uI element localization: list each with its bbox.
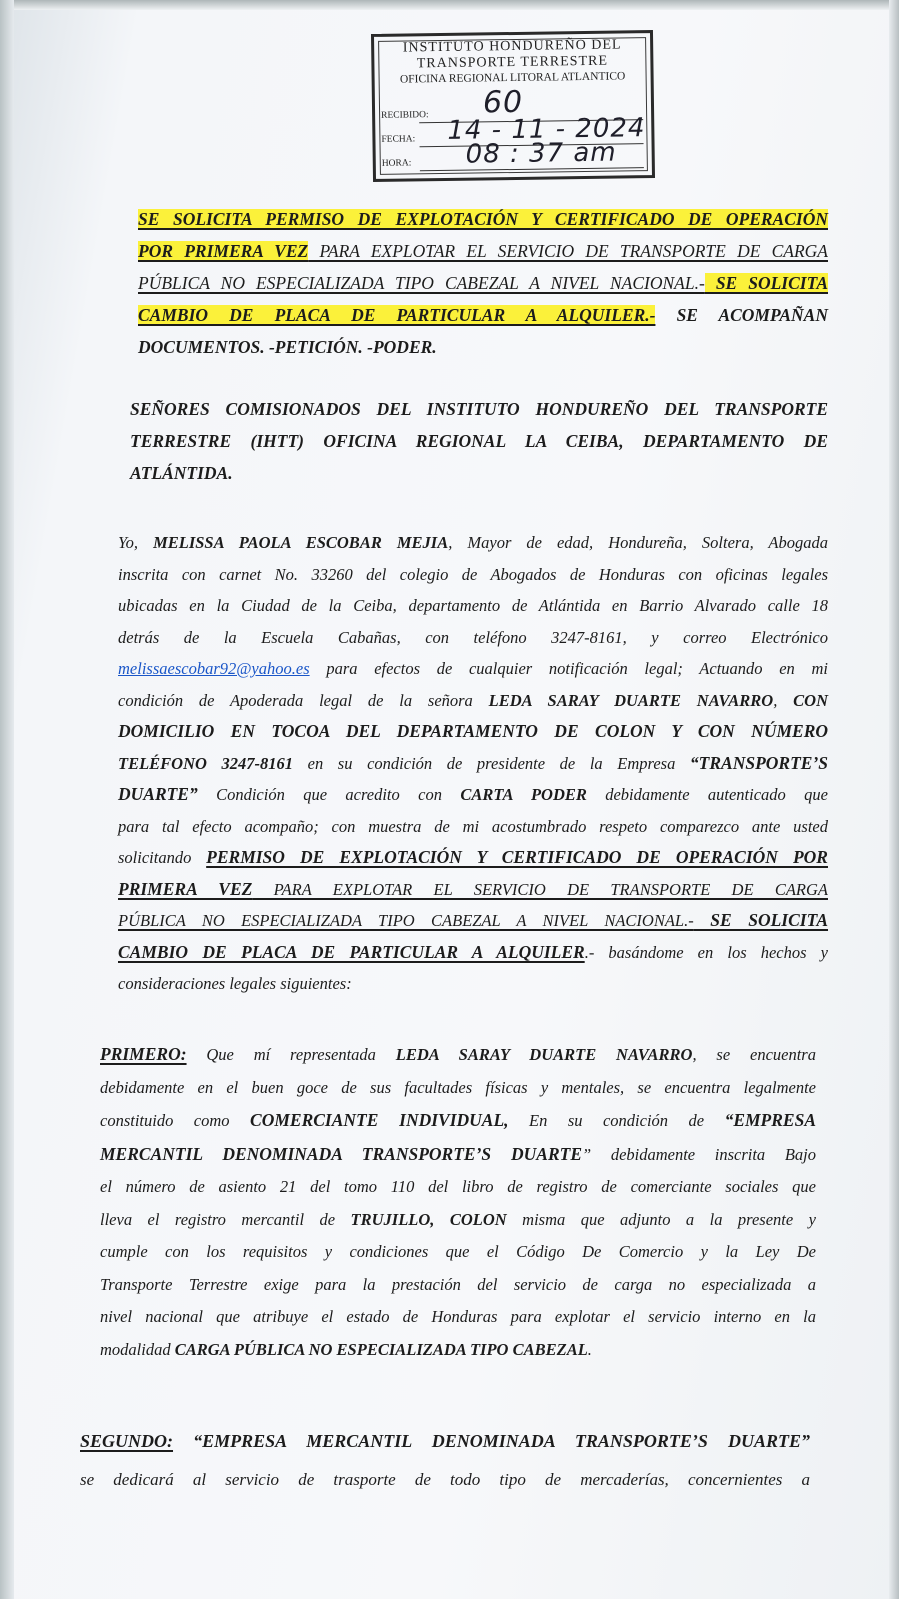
primero-f3: misma que adjunto a la presente y [506, 1209, 817, 1229]
intro-h2: en su condición de presidente de la Empresa [293, 753, 690, 773]
intro-name: MELISSA PAOLA ESCOBAR MEJIA [153, 533, 449, 552]
intro-l1: PRIMERA VEZ [118, 878, 253, 899]
email-link[interactable]: melissaescobar92@yahoo.es [118, 659, 310, 678]
stamp-fecha-value: 14 - 11 - 2024 [447, 113, 646, 146]
addressee-line-3: ATLÁNTIDA. [130, 463, 233, 483]
primero-f2: TRUJILLO, COLON [350, 1209, 507, 1229]
paper-shadow-top [0, 0, 899, 10]
segundo-paragraph [80, 1422, 810, 1499]
intro-l2: PARA EXPLOTAR EL SERVICIO DE TRANSPORTE DE CARGA [252, 879, 828, 899]
primero-c4: “EMPRESA [724, 1110, 817, 1130]
primero-d1: MERCANTIL DENOMINADA TRANSPORTE’S DUARTE [100, 1143, 583, 1164]
primero-f1: lleva el registro mercantil de [100, 1209, 351, 1229]
primero-c2: COMERCIANTE INDIVIDUAL, [250, 1110, 509, 1130]
primero-h: Transporte Terrestre exige para la prestación del servicio de carga no especializada a [100, 1274, 816, 1294]
primero-c3: En su condición de [508, 1111, 725, 1130]
stamp-line-3: OFICINA REGIONAL LITORAL ATLANTICO [399, 70, 626, 86]
intro-i1: DUARTE” [118, 784, 198, 804]
heading-text-7: SE ACOMPAÑAN [655, 305, 828, 325]
intro-m1: PÚBLICA NO ESPECIALIZADA TIPO CABEZAL A NIVEL NACIONAL.- [118, 911, 694, 930]
intro-h1: TELÉFONO 3247-8161 [118, 753, 294, 773]
primero-a2: Que mí representada [186, 1045, 396, 1064]
segundo-label: SEGUNDO: [80, 1431, 174, 1451]
intro-n1: CAMBIO DE PLACA DE PARTICULAR A ALQUILER [118, 941, 585, 962]
paper-shadow-left [0, 0, 14, 1599]
intro-a3: , Mayor de edad, Hondureña, Soltera, Abogada [448, 533, 829, 552]
intro-f4: CON [793, 690, 829, 710]
stamp-recibido-value: 60 [482, 84, 524, 121]
intro-n2: .- basándome en los hechos y [584, 942, 828, 962]
intro-i3: CARTA PODER [460, 785, 587, 804]
intro-j: para tal efecto acompaño; con muestra de mi acostumbrado respeto comparezco ante usted [118, 816, 828, 836]
primero-e: el número de asiento 21 del tomo 110 del libro de registro de comerciante sociales que [100, 1177, 816, 1196]
intro-k1: solicitando [118, 848, 207, 867]
intro-b: inscrita con carnet No. 33260 del colegio de Abogados de Honduras con oficinas legales [118, 564, 828, 584]
heading-text-4: PÚBLICA NO ESPECIALIZADA TIPO CABEZAL A NIVEL NACIONAL.- [138, 273, 705, 293]
intro-m2: SE SOLICITA [693, 910, 829, 930]
primero-a3: LEDA SARAY DUARTE NAVARRO [395, 1045, 693, 1064]
addressee [130, 393, 828, 489]
stamp-fecha-label: FECHA: [381, 134, 416, 145]
intro-g: DOMICILIO EN TOCOA DEL DEPARTAMENTO DE COLON Y CON NÚMERO [118, 721, 828, 741]
primero-j1: modalidad [100, 1339, 175, 1359]
primero-label: PRIMERO: [100, 1044, 187, 1064]
paper-shadow-right [889, 0, 899, 1599]
stamp-line-2: TRANSPORTE TERRESTRE [416, 53, 609, 72]
intro-f2: LEDA SARAY DUARTE NAVARRO [488, 690, 774, 710]
stamp-hora-label: HORA: [381, 158, 412, 169]
primero-j3: . [587, 1339, 592, 1359]
segundo-b: se dedicará al servicio de trasporte de todo tipo de mercaderías, concernientes a [80, 1470, 810, 1489]
stamp-line-1: INSTITUTO HONDUREÑO DEL [402, 37, 622, 56]
primero-g: cumple con los requisitos y condiciones que el Código De Comercio y la Ley De [100, 1242, 816, 1261]
heading-text-8: DOCUMENTOS. -PETICIÓN. -PODER. [138, 337, 437, 357]
intro-paragraph [118, 527, 828, 1000]
intro-h3: “TRANSPORTE’S [689, 752, 828, 773]
intro-c: ubicadas en la Ciudad de la Ceiba, departamento de Atlántida en Barrio Alvarado calle 18 [118, 596, 828, 615]
intro-i4: debidamente autenticado que [586, 785, 828, 804]
primero-a4: , se encuentra [692, 1045, 816, 1064]
intro-a1: Yo, [118, 533, 154, 552]
primero-paragraph [100, 1038, 816, 1366]
stamp-recibido-label: RECIBIDO: [381, 110, 429, 121]
intro-f1: condición de Apoderada legal de la señora [118, 690, 489, 710]
addressee-line-2: TERRESTRE (IHTT) OFICINA REGIONAL LA CEIBA, DEPARTAMENTO DE [130, 431, 828, 451]
primero-d2: ” debidamente inscrita Bajo [582, 1144, 816, 1164]
reception-stamp [371, 30, 655, 182]
primero-c1: constituido como [100, 1111, 251, 1130]
request-heading [138, 203, 828, 363]
intro-e2: para efectos de cualquier notificación legal; Actuando en mi [309, 659, 828, 678]
heading-highlight-5: SE SOLICITA [704, 273, 828, 293]
heading-text-3: PARA EXPLOTAR EL SERVICIO DE TRANSPORTE DE CARGA [308, 241, 828, 261]
intro-d: detrás de la Escuela Cabañas, con teléfono 3247-8161, y correo Electrónico [118, 627, 828, 647]
primero-b: debidamente en el buen goce de sus facultades físicas y mentales, se encuentra legalmente [100, 1077, 816, 1097]
intro-i2: Condición que acredito con [197, 785, 461, 804]
heading-highlight-2: POR PRIMERA VEZ [138, 241, 309, 261]
intro-k2: PERMISO DE EXPLOTACIÓN Y CERTIFICADO DE OPERACIÓN POR [206, 847, 828, 867]
intro-o: consideraciones legales siguientes: [118, 974, 352, 993]
heading-highlight-1: SE SOLICITA PERMISO DE EXPLOTACIÓN Y CERTIFICADO DE OPERACIÓN [138, 209, 828, 229]
addressee-line-1: SEÑORES COMISIONADOS DEL INSTITUTO HONDUREÑO DEL TRANSPORTE [130, 399, 828, 419]
primero-j2: CARGA PÚBLICA NO ESPECIALIZADA TIPO CABEZAL [174, 1339, 588, 1359]
stamp-hora-value: 08 : 37 am [465, 137, 617, 170]
heading-highlight-6: CAMBIO DE PLACA DE PARTICULAR A ALQUILER.- [138, 305, 656, 325]
primero-i: nivel nacional que atribuye el estado de Honduras para explotar el servicio interno en la [100, 1307, 816, 1326]
segundo-a2: “EMPRESA MERCANTIL DENOMINADA TRANSPORTE’S DUARTE” [173, 1431, 810, 1451]
intro-f3: , [773, 690, 794, 710]
